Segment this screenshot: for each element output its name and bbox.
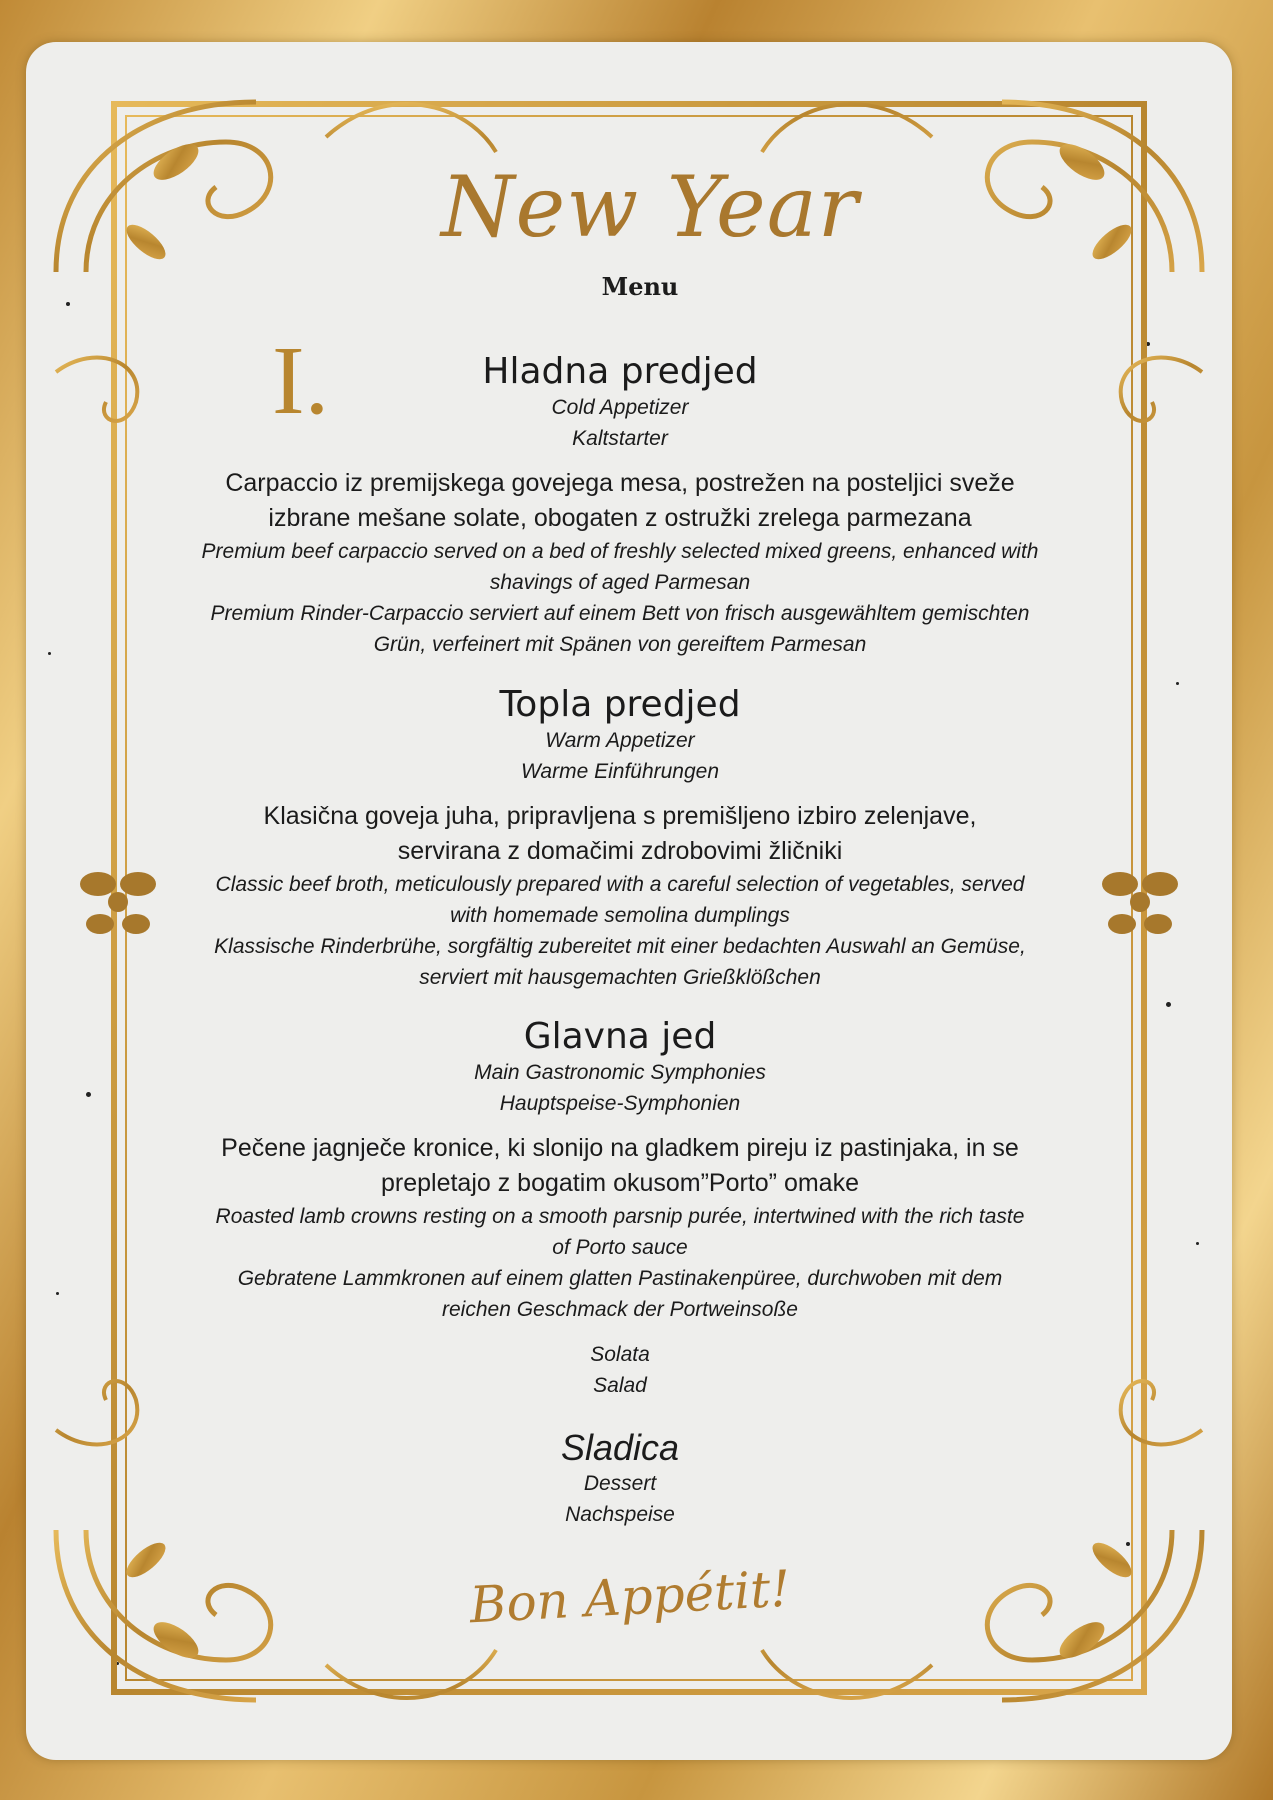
course-numeral: I. xyxy=(272,327,330,435)
description-en: Premium beef carpaccio served on a bed of freshly selected mixed greens, enhanced with xyxy=(201,540,1039,563)
course-warm-appetizer xyxy=(170,685,1070,993)
course-title: Sladica xyxy=(560,1427,680,1468)
description-en: shavings of aged Parmesan xyxy=(489,571,751,594)
course-title-en: Main Gastronomic Symphonies xyxy=(474,1061,766,1084)
description-en: Classic beef broth, meticulously prepared with a careful selection of vegetables, served xyxy=(215,873,1025,896)
description-de: Premium Rinder-Carpaccio serviert auf einem Bett von frisch ausgewähltem gemischten xyxy=(210,602,1030,625)
side-dish-sl: Solata xyxy=(590,1343,650,1366)
course-cold-appetizer xyxy=(170,352,1070,660)
course-title-de: Kaltstarter xyxy=(572,427,668,450)
closing-greeting: Bon Appétit! xyxy=(468,1559,792,1635)
description-sl: izbrane mešane solate, obogaten z ostružki zrelega parmezana xyxy=(268,504,972,532)
description-de: reichen Geschmack der Portweinsoße xyxy=(442,1298,798,1321)
side-dish-en: Salad xyxy=(593,1374,647,1397)
description-sl: Carpaccio iz premijskega govejega mesa, postrežen na posteljici sveže xyxy=(225,469,1015,497)
description-sl: Pečene jagnječe kronice, ki slonijo na gladkem pireju iz pastinjaka, in se xyxy=(221,1134,1019,1162)
course-title-de: Nachspeise xyxy=(565,1503,675,1526)
course-title-en: Cold Appetizer xyxy=(551,396,689,419)
description-de: serviert mit hausgemachten Grießklößchen xyxy=(419,966,821,989)
description-de: Gebratene Lammkronen auf einem glatten Pastinakenpüree, durchwoben mit dem xyxy=(237,1267,1003,1290)
menu-subtitle: Menu xyxy=(601,272,679,301)
course-title-de: Hauptspeise-Symphonien xyxy=(499,1092,741,1115)
course-title: Glavna jed xyxy=(523,1016,717,1057)
course-title: Hladna predjed xyxy=(482,351,758,392)
course-title-en: Dessert xyxy=(583,1472,657,1495)
description-de: Klassische Rinderbrühe, sorgfältig zubereitet mit einer bedachten Auswahl an Gemüse, xyxy=(214,935,1026,958)
description-en: with homemade semolina dumplings xyxy=(450,904,790,927)
description-de: Grün, verfeinert mit Spänen von gereiftem Parmesan xyxy=(373,633,867,656)
course-title: Topla predjed xyxy=(499,684,741,725)
description-sl: prepletajo z bogatim okusom”Porto” omake xyxy=(380,1169,859,1197)
course-dessert xyxy=(170,1428,1070,1530)
course-main xyxy=(170,1017,1070,1401)
course-title-en: Warm Appetizer xyxy=(545,729,695,752)
description-en: Roasted lamb crowns resting on a smooth parsnip purée, intertwined with the rich taste xyxy=(215,1205,1025,1228)
description-en: of Porto sauce xyxy=(552,1236,688,1259)
description-sl: servirana z domačimi zdrobovimi žličniki xyxy=(397,837,843,865)
description-sl: Klasična goveja juha, pripravljena s premišljeno izbiro zelenjave, xyxy=(263,802,977,830)
course-title-de: Warme Einführungen xyxy=(520,760,720,783)
menu-title: New Year xyxy=(441,158,859,256)
